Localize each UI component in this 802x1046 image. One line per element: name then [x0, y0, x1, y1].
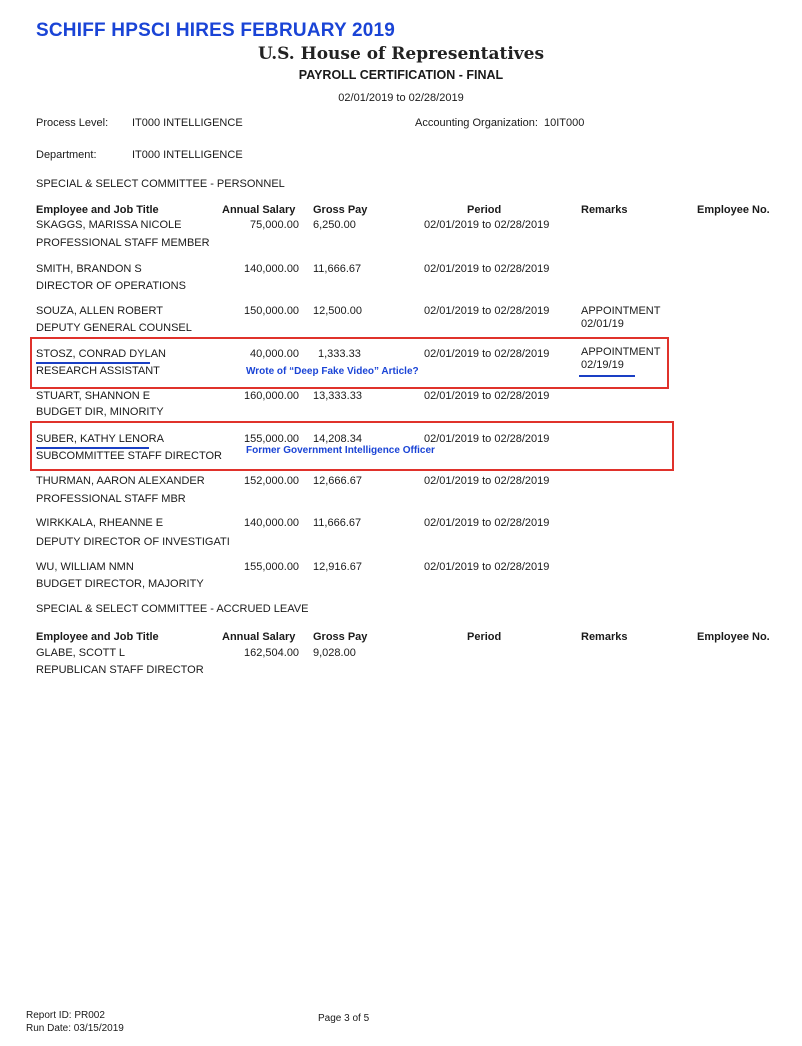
col-annual-salary: Annual Salary — [222, 204, 296, 216]
employee-name: THURMAN, AARON ALEXANDER — [36, 475, 205, 487]
footer-run-date: Run Date: 03/15/2019 — [26, 1023, 124, 1034]
col-employee-no: Employee No. — [697, 204, 770, 216]
accounting-org-label: Accounting Organization: — [415, 117, 538, 129]
employee-name: SKAGGS, MARISSA NICOLE — [36, 219, 182, 231]
period: 02/01/2019 to 02/28/2019 — [424, 475, 550, 487]
employee-name: SMITH, BRANDON S — [36, 263, 142, 275]
annual-salary: 155,000.00 — [244, 561, 300, 573]
annotation-note: Former Government Intelligence Officer — [246, 445, 435, 456]
period: 02/01/2019 to 02/28/2019 — [424, 263, 550, 275]
gross-pay: 11,666.67 — [313, 517, 362, 529]
job-title: PROFESSIONAL STAFF MEMBER — [36, 237, 210, 249]
annual-salary: 40,000.00 — [250, 348, 299, 360]
section-personnel-title: SPECIAL & SELECT COMMITTEE - PERSONNEL — [36, 178, 285, 190]
job-title: RESEARCH ASSISTANT — [36, 365, 160, 377]
col-gross-pay: Gross Pay — [313, 204, 368, 216]
gross-pay: 12,916.67 — [313, 561, 362, 573]
col-annual-salary: Annual Salary — [222, 631, 296, 643]
accounting-org-value: 10IT000 — [544, 117, 585, 129]
job-title: PROFESSIONAL STAFF MBR — [36, 493, 186, 505]
annual-salary: 75,000.00 — [250, 219, 299, 231]
employee-name: SUBER, KATHY LENORA — [36, 433, 164, 445]
employee-name: SOUZA, ALLEN ROBERT — [36, 305, 163, 317]
annual-salary: 140,000.00 — [244, 517, 300, 529]
remarks-date: 02/01/19 — [581, 318, 624, 330]
job-title: DEPUTY GENERAL COUNSEL — [36, 322, 192, 334]
employee-name: STUART, SHANNON E — [36, 390, 151, 402]
gross-pay: 9,028.00 — [313, 647, 356, 659]
col-remarks: Remarks — [581, 631, 628, 643]
annual-salary: 150,000.00 — [244, 305, 300, 317]
footer-report-id: Report ID: PR002 — [26, 1010, 105, 1021]
annual-salary: 152,000.00 — [244, 475, 300, 487]
gross-pay: 13,333.33 — [313, 390, 362, 402]
gross-pay: 12,666.67 — [313, 475, 362, 487]
annual-salary: 160,000.00 — [244, 390, 300, 402]
report-date-range: 02/01/2019 to 02/28/2019 — [338, 92, 464, 104]
section-accrued-leave-title: SPECIAL & SELECT COMMITTEE - ACCRUED LEAVE — [36, 603, 309, 615]
overlay-title: SCHIFF HPSCI HIRES FEBRUARY 2019 — [36, 20, 396, 41]
job-title: BUDGET DIRECTOR, MAJORITY — [36, 578, 204, 590]
remarks-date: 02/19/19 — [581, 359, 624, 371]
gross-pay: 11,666.67 — [313, 263, 362, 275]
remarks-type: APPOINTMENT — [581, 305, 661, 317]
period: 02/01/2019 to 02/28/2019 — [424, 517, 550, 529]
job-title: DEPUTY DIRECTOR OF INVESTIGATI — [36, 536, 230, 548]
period: 02/01/2019 to 02/28/2019 — [424, 390, 550, 402]
annual-salary: 155,000.00 — [244, 433, 300, 445]
col-employee: Employee and Job Title — [36, 631, 159, 643]
employee-name: WU, WILLIAM NMN — [36, 561, 134, 573]
department-value: IT000 INTELLIGENCE — [132, 149, 243, 161]
remarks-type: APPOINTMENT — [581, 346, 661, 358]
job-title: REPUBLICAN STAFF DIRECTOR — [36, 664, 204, 676]
annual-salary: 162,504.00 — [244, 647, 300, 659]
col-period: Period — [467, 631, 502, 643]
col-period: Period — [467, 204, 502, 216]
period: 02/01/2019 to 02/28/2019 — [424, 433, 550, 445]
col-gross-pay: Gross Pay — [313, 631, 368, 643]
job-title: SUBCOMMITTEE STAFF DIRECTOR — [36, 450, 222, 462]
date-underline — [579, 375, 635, 377]
employee-name: WIRKKALA, RHEANNE E — [36, 517, 164, 529]
col-employee: Employee and Job Title — [36, 204, 159, 216]
period: 02/01/2019 to 02/28/2019 — [424, 305, 550, 317]
job-title: BUDGET DIR, MINORITY — [36, 406, 164, 418]
gross-pay: 14,208.34 — [313, 433, 362, 445]
period: 02/01/2019 to 02/28/2019 — [424, 219, 550, 231]
col-employee-no: Employee No. — [697, 631, 770, 643]
gross-pay: 6,250.00 — [313, 219, 356, 231]
name-underline — [36, 362, 150, 364]
gross-pay: 1,333.33 — [318, 348, 361, 360]
job-title: DIRECTOR OF OPERATIONS — [36, 280, 186, 292]
process-level-label: Process Level: — [36, 117, 109, 129]
period: 02/01/2019 to 02/28/2019 — [424, 561, 550, 573]
house-name: U.S. House of Representatives — [257, 44, 545, 64]
col-remarks: Remarks — [581, 204, 628, 216]
footer-page-number: Page 3 of 5 — [318, 1013, 370, 1024]
period: 02/01/2019 to 02/28/2019 — [424, 348, 550, 360]
employee-name: STOSZ, CONRAD DYLAN — [36, 348, 166, 360]
gross-pay: 12,500.00 — [313, 305, 362, 317]
employee-name: GLABE, SCOTT L — [36, 647, 126, 659]
annual-salary: 140,000.00 — [244, 263, 300, 275]
department-label: Department: — [36, 149, 97, 161]
report-title: PAYROLL CERTIFICATION - FINAL — [298, 68, 504, 82]
name-underline — [36, 447, 149, 449]
process-level-value: IT000 INTELLIGENCE — [132, 117, 243, 129]
annotation-note: Wrote of “Deep Fake Video” Article? — [246, 366, 419, 377]
